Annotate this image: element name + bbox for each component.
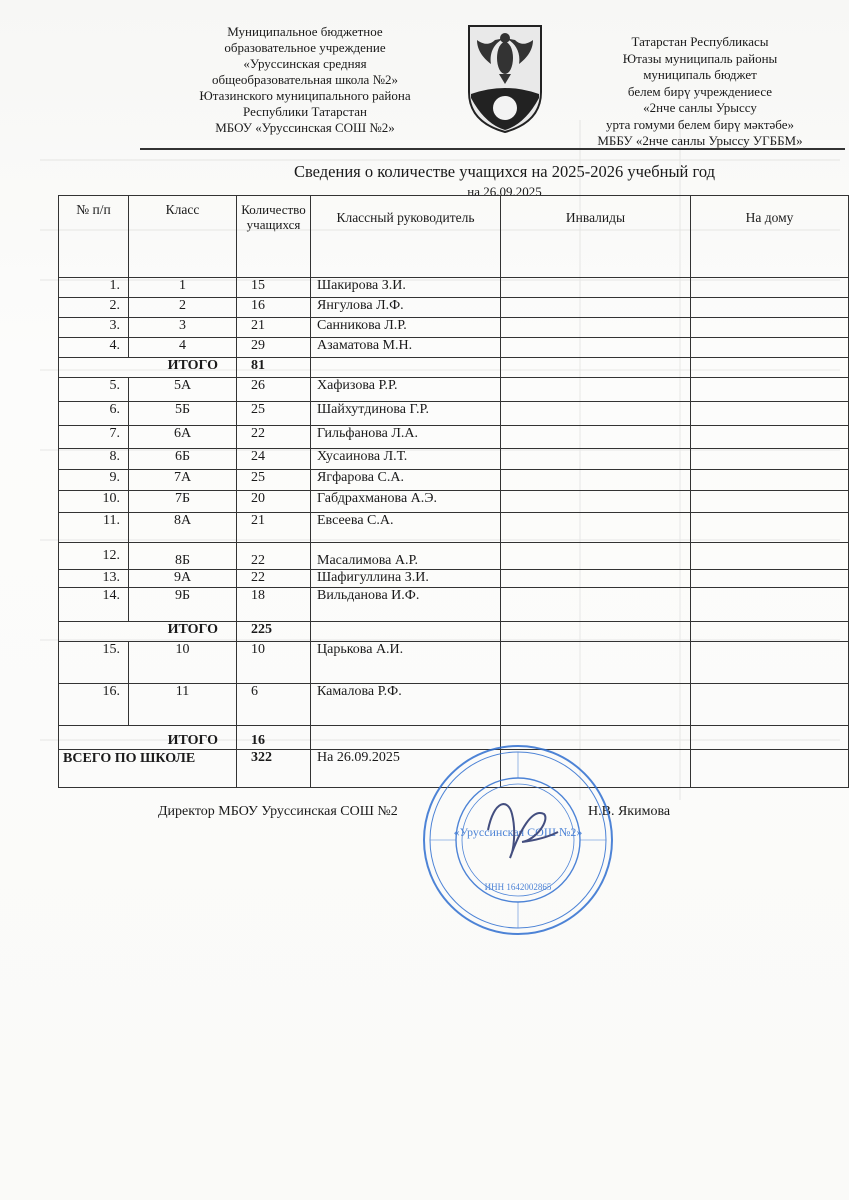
cell-disabled: [501, 358, 691, 378]
cell-disabled: [501, 543, 691, 570]
cell-num: 8.: [59, 449, 129, 470]
cell-disabled: [501, 318, 691, 338]
cell-count: 24: [237, 449, 311, 470]
header-left-line: Республики Татарстан: [243, 104, 367, 119]
coat-of-arms-emblem: [465, 22, 545, 134]
header-left-line: МБОУ «Уруссинская СОШ №2»: [215, 120, 395, 135]
cell-num: 15.: [59, 642, 129, 684]
cell-teacher: Хафизова Р.Р.: [311, 378, 501, 402]
cell-home: [691, 513, 849, 543]
cell-home: [691, 750, 849, 788]
cell-class: 4: [129, 338, 237, 358]
col-header-class: Класс: [129, 196, 237, 278]
cell-num: 7.: [59, 426, 129, 449]
cell-teacher: Азаматова М.Н.: [311, 338, 501, 358]
cell-class: 10: [129, 642, 237, 684]
header-left-block: [180, 24, 430, 136]
header-left-line: Муниципальное бюджетное: [227, 24, 383, 39]
cell-num: 1.: [59, 278, 129, 298]
stamp-center-text: «Уруссинская СОШ №2»: [453, 825, 583, 839]
col-header-disabled: Инвалиды: [501, 196, 691, 278]
cell-home: [691, 684, 849, 726]
cell-disabled: [501, 278, 691, 298]
total-note: На 26.09.2025: [311, 750, 501, 788]
col-header-home: На дому: [691, 196, 849, 278]
cell-count: 21: [237, 513, 311, 543]
header-left-line: «Уруссинская средняя: [243, 56, 367, 71]
cell-disabled: [501, 298, 691, 318]
cell-home: [691, 378, 849, 402]
cell-disabled: [501, 491, 691, 513]
cell-num: 14.: [59, 588, 129, 622]
header-right-line: белем бирү учреждениесе: [627, 83, 773, 99]
cell-class: 2: [129, 298, 237, 318]
student-count-table: [58, 195, 849, 788]
cell-num: 2.: [59, 298, 129, 318]
col-header-count: Количество учащихся: [237, 196, 311, 278]
cell-num: 6.: [59, 402, 129, 426]
cell-home: [691, 642, 849, 684]
header-right-line: «2нче санлы Урыссу: [643, 100, 757, 115]
cell-home: [691, 402, 849, 426]
cell-class: 5А: [129, 378, 237, 402]
cell-class: 8Б: [129, 543, 237, 570]
cell-teacher: Санникова Л.Р.: [311, 318, 501, 338]
total-label: ВСЕГО ПО ШКОЛЕ: [59, 750, 237, 788]
cell-num: 12.: [59, 543, 129, 570]
cell-disabled: [501, 338, 691, 358]
cell-num: 10.: [59, 491, 129, 513]
subtotal-label: ИТОГО: [59, 726, 237, 750]
table-row: [59, 278, 849, 298]
cell-teacher: Вильданова И.Ф.: [311, 588, 501, 622]
table-row: [59, 684, 849, 726]
cell-class: 6Б: [129, 449, 237, 470]
table-row: [59, 543, 849, 570]
director-position: Директор МБОУ Уруссинская СОШ №2: [158, 804, 398, 819]
cell-teacher: [311, 358, 501, 378]
cell-teacher: Шафигуллина З.И.: [311, 570, 501, 588]
header-right-line: Татарстан Республикасы: [631, 34, 769, 49]
header-right-line: муниципаль бюджет: [643, 67, 757, 82]
cell-count: 22: [237, 426, 311, 449]
col-header-num: № п/п: [59, 196, 129, 278]
cell-home: [691, 470, 849, 491]
cell-class: 1: [129, 278, 237, 298]
cell-num: 4.: [59, 338, 129, 358]
subtotal-label: ИТОГО: [59, 358, 237, 378]
cell-num: 3.: [59, 318, 129, 338]
table-row: [59, 402, 849, 426]
header-right-line: урта гомуми белем бирү мәктәбе»: [605, 116, 794, 132]
header-divider: [140, 148, 845, 150]
cell-disabled: [501, 378, 691, 402]
cell-count: 26: [237, 378, 311, 402]
cell-home: [691, 570, 849, 588]
document-title: Сведения о количестве учащихся на 2025-2026 учебный год: [293, 162, 716, 181]
cell-count: 22: [237, 543, 311, 570]
cell-class: 7А: [129, 470, 237, 491]
subtotal-value: 225: [237, 622, 311, 642]
stamp-inn-text: ИНН 1642002865: [484, 882, 552, 892]
cell-teacher: Ягфарова С.А.: [311, 470, 501, 491]
cell-teacher: Камалова Р.Ф.: [311, 684, 501, 726]
cell-class: 8А: [129, 513, 237, 543]
table-row: [59, 318, 849, 338]
cell-home: [691, 622, 849, 642]
table-header-row: [59, 196, 849, 278]
cell-count: 16: [237, 298, 311, 318]
cell-count: 10: [237, 642, 311, 684]
header-right-line: МББУ «2нче санлы Урыссу УГББМ»: [597, 133, 803, 148]
cell-home: [691, 278, 849, 298]
cell-disabled: [501, 642, 691, 684]
header-right-block: [560, 34, 840, 150]
cell-home: [691, 543, 849, 570]
cell-num: 9.: [59, 470, 129, 491]
table-row: [59, 513, 849, 543]
table-row: [59, 588, 849, 622]
table-row: [59, 449, 849, 470]
cell-disabled: [501, 588, 691, 622]
cell-count: 25: [237, 470, 311, 491]
cell-teacher: Хусаинова Л.Т.: [311, 449, 501, 470]
cell-count: 6: [237, 684, 311, 726]
cell-teacher: Масалимова А.Р.: [311, 543, 501, 570]
cell-count: 20: [237, 491, 311, 513]
cell-class: 11: [129, 684, 237, 726]
cell-disabled: [501, 449, 691, 470]
cell-home: [691, 318, 849, 338]
cell-disabled: [501, 402, 691, 426]
cell-disabled: [501, 470, 691, 491]
cell-num: 5.: [59, 378, 129, 402]
cell-class: 9А: [129, 570, 237, 588]
subtotal-value: 81: [237, 358, 311, 378]
col-header-teacher: Классный руководитель: [311, 196, 501, 278]
cell-disabled: [501, 513, 691, 543]
header-right-line: Ютазы муниципаль районы: [622, 50, 778, 66]
cell-disabled: [501, 570, 691, 588]
cell-class: 3: [129, 318, 237, 338]
cell-class: 6А: [129, 426, 237, 449]
cell-class: 9Б: [129, 588, 237, 622]
table-row-subtotal: [59, 358, 849, 378]
cell-home: [691, 449, 849, 470]
document-date: на 26.09.2025: [467, 184, 542, 199]
cell-count: 22: [237, 570, 311, 588]
table-row: [59, 491, 849, 513]
cell-teacher: Царькова А.И.: [311, 642, 501, 684]
cell-count: 15: [237, 278, 311, 298]
cell-home: [691, 726, 849, 750]
cell-home: [691, 298, 849, 318]
cell-count: 21: [237, 318, 311, 338]
cell-home: [691, 491, 849, 513]
cell-num: 13.: [59, 570, 129, 588]
cell-teacher: Габдрахманова А.Э.: [311, 491, 501, 513]
table-row: [59, 570, 849, 588]
table-row: [59, 378, 849, 402]
table-row: [59, 426, 849, 449]
cell-home: [691, 338, 849, 358]
table-row: [59, 642, 849, 684]
cell-home: [691, 358, 849, 378]
total-value: 322: [237, 750, 311, 788]
cell-home: [691, 426, 849, 449]
header-left-line: Ютазинского муниципального района: [199, 88, 411, 103]
cell-teacher: Шайхутдинова Г.Р.: [311, 402, 501, 426]
cell-teacher: Евсеева С.А.: [311, 513, 501, 543]
cell-class: 7Б: [129, 491, 237, 513]
cell-num: 11.: [59, 513, 129, 543]
director-name: Н.В. Якимова: [588, 804, 671, 819]
header-left-line: общеобразовательная школа №2»: [212, 72, 398, 87]
cell-num: 16.: [59, 684, 129, 726]
cell-teacher: Шакирова З.И.: [311, 278, 501, 298]
header-left-line: образовательное учреждение: [224, 40, 386, 55]
cell-disabled: [501, 622, 691, 642]
table-row: [59, 298, 849, 318]
cell-home: [691, 588, 849, 622]
table-row: [59, 338, 849, 358]
cell-class: 5Б: [129, 402, 237, 426]
cell-count: 25: [237, 402, 311, 426]
cell-teacher: Гильфанова Л.А.: [311, 426, 501, 449]
school-seal-stamp: [418, 740, 618, 940]
subtotal-label: ИТОГО: [59, 622, 237, 642]
cell-teacher: [311, 622, 501, 642]
subtotal-value: 16: [237, 726, 311, 750]
cell-teacher: Янгулова Л.Ф.: [311, 298, 501, 318]
cell-disabled: [501, 684, 691, 726]
cell-disabled: [501, 426, 691, 449]
cell-count: 18: [237, 588, 311, 622]
table-row: [59, 470, 849, 491]
cell-count: 29: [237, 338, 311, 358]
table-row-subtotal: [59, 622, 849, 642]
